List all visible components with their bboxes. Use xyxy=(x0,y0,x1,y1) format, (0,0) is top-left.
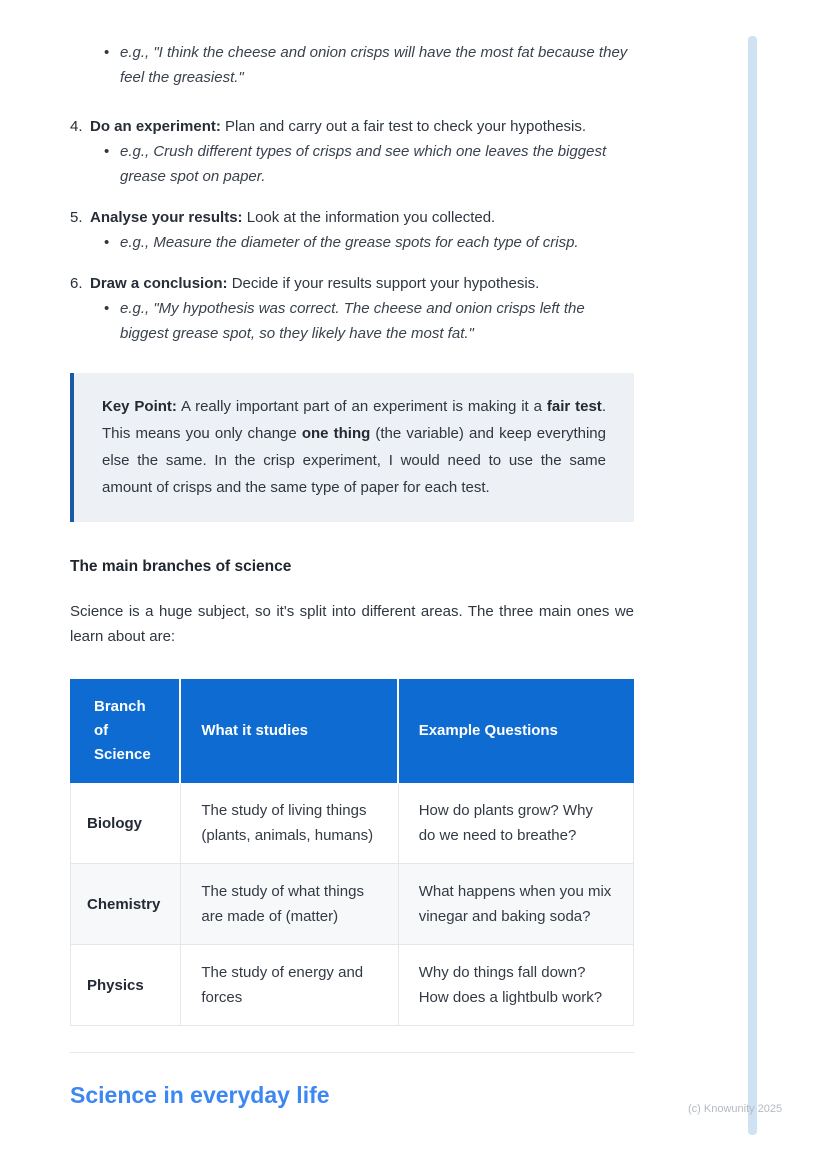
cell-questions: How do plants grow? Why do we need to breathe? xyxy=(399,783,634,864)
step-desc: Plan and carry out a fair test to check your hypothesis. xyxy=(220,118,587,135)
bullet-marker: • xyxy=(104,234,110,251)
step-text xyxy=(90,205,634,230)
header-example-questions: Example Questions xyxy=(399,679,634,783)
step-line xyxy=(70,205,634,230)
example-text: e.g., "My hypothesis was correct. The cheese and onion crisps left the biggest grease spot, so they likely have the most fat." xyxy=(120,300,585,342)
example-text: e.g., Crush different types of crisps and see which one leaves the biggest grease spot on paper. xyxy=(120,143,607,185)
table-row-biology xyxy=(70,783,634,864)
step-text xyxy=(90,114,634,139)
key-point-seg: (the variable) and keep everything else the same. In the crisp experiment, I would need to use the same amount of crisps and the same type of paper for each test. xyxy=(102,425,606,496)
key-point-text xyxy=(102,393,606,501)
step-number: 6. xyxy=(70,275,83,292)
cell-branch: Biology xyxy=(70,783,181,864)
bullet-marker: • xyxy=(104,143,110,160)
intro-bullet-list xyxy=(70,40,634,90)
step-example-list xyxy=(70,139,634,189)
key-point-bold: fair test xyxy=(546,398,602,415)
step-text xyxy=(90,271,634,296)
bullet-marker: • xyxy=(104,300,110,317)
list-item-step-5 xyxy=(70,205,634,255)
cell-branch: Chemistry xyxy=(70,864,181,945)
document-content xyxy=(70,40,634,1109)
table-header-row xyxy=(70,679,634,783)
key-point-bold: one thing xyxy=(301,425,371,442)
example-bullet xyxy=(104,230,634,255)
example-bullet xyxy=(104,40,634,90)
section-heading-branches: The main branches of science xyxy=(70,558,292,575)
example-text: e.g., Measure the diameter of the grease spots for each type of crisp. xyxy=(120,234,579,251)
step-number: 4. xyxy=(70,118,83,135)
list-item-step-4 xyxy=(70,114,634,189)
key-point-seg: . This means you only change xyxy=(102,398,606,442)
key-point-label: Key Point: xyxy=(102,398,177,415)
cell-studies: The study of what things are made of (matter) xyxy=(181,864,398,945)
branches-intro-paragraph: Science is a huge subject, so it's split into different areas. The three main ones we learn about are: xyxy=(70,603,634,645)
step-title: Analyse your results: xyxy=(90,209,243,226)
example-bullet xyxy=(104,139,634,189)
header-what-it-studies: What it studies xyxy=(181,679,398,783)
bullet-marker: • xyxy=(104,44,110,61)
section-divider xyxy=(70,1052,634,1053)
step-desc: Decide if your results support your hypothesis. xyxy=(227,275,540,292)
cell-studies: The study of living things (plants, animals, humans) xyxy=(181,783,398,864)
example-text: e.g., "I think the cheese and onion crisps will have the most fat because they feel the greasiest." xyxy=(120,44,628,86)
cell-questions: What happens when you mix vinegar and baking soda? xyxy=(399,864,634,945)
step-title: Draw a conclusion: xyxy=(90,275,228,292)
header-branch-of-science: Branch of Science xyxy=(70,679,181,783)
copyright-footer: (c) Knowunity 2025 xyxy=(688,1103,783,1115)
key-point-seg: A really important part of an experiment is making it a xyxy=(176,398,547,415)
table-row-chemistry xyxy=(70,864,634,945)
step-desc: Look at the information you collected. xyxy=(242,209,496,226)
key-point-callout xyxy=(70,373,634,522)
cell-branch: Physics xyxy=(70,945,181,1026)
step-title: Do an experiment: xyxy=(90,118,221,135)
step-example-list xyxy=(70,230,634,255)
step-example-list xyxy=(70,296,634,346)
list-item-step-6 xyxy=(70,271,634,346)
scrollbar[interactable] xyxy=(748,36,757,1135)
step-number: 5. xyxy=(70,209,83,226)
section-heading-everyday-life: Science in everyday life xyxy=(70,1082,330,1108)
step-line xyxy=(70,114,634,139)
branches-table xyxy=(70,679,634,1026)
table-row-physics xyxy=(70,945,634,1026)
step-line xyxy=(70,271,634,296)
cell-questions: Why do things fall down? How does a lightbulb work? xyxy=(399,945,634,1026)
cell-studies: The study of energy and forces xyxy=(181,945,398,1026)
example-bullet xyxy=(104,296,634,346)
